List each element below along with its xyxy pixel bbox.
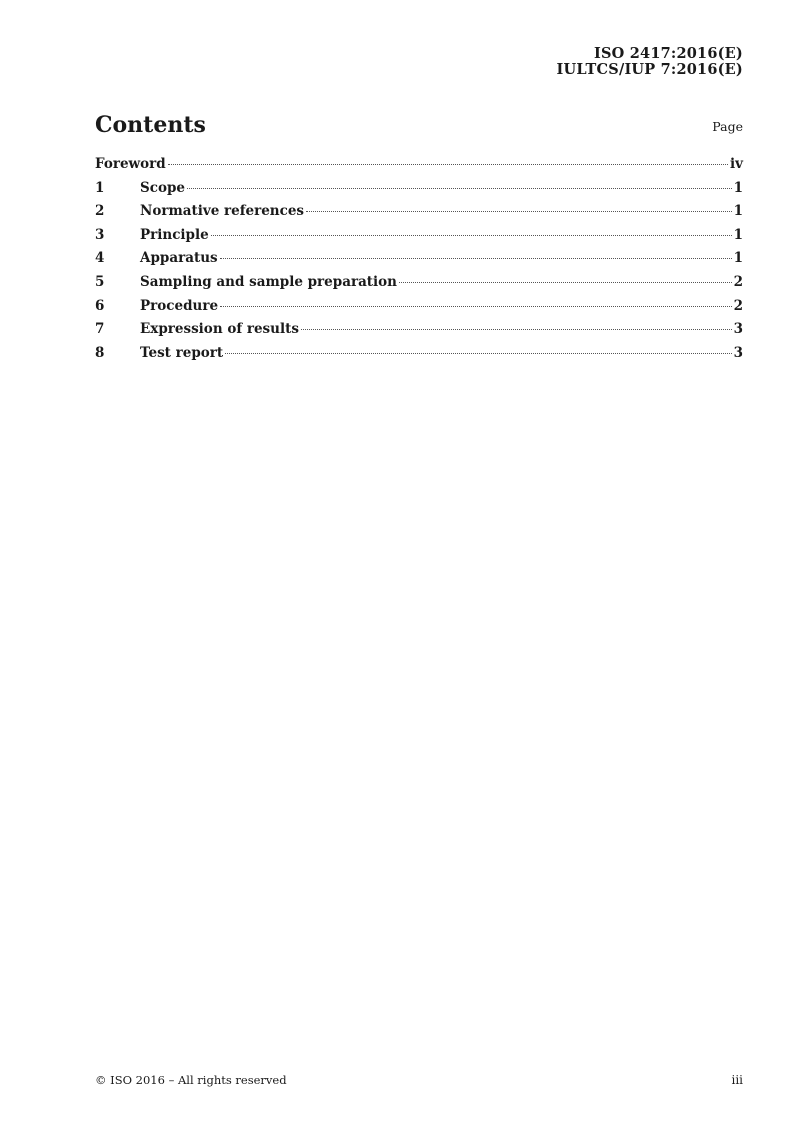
standard-id-iultcs: IULTCS/IUP 7:2016(E) [556, 61, 743, 78]
toc-leader-dots [306, 211, 732, 212]
toc-entry-number: 4 [95, 250, 105, 267]
toc-entry-title: Foreword [95, 156, 166, 172]
page-number: iii [731, 1073, 743, 1087]
copyright-notice: © ISO 2016 – All rights reserved [95, 1073, 287, 1087]
toc-leader-dots [399, 282, 732, 283]
contents-heading: Contents [95, 112, 206, 138]
toc-entry-title: Normative references [140, 203, 305, 220]
toc-entry-page: iv [730, 156, 743, 172]
toc-entry-number: 7 [95, 321, 105, 338]
toc-entry-title: Procedure [140, 297, 219, 314]
document-identifier [557, 46, 744, 78]
toc-entry-principle[interactable] [95, 224, 743, 248]
toc-entry-page: 1 [733, 250, 743, 267]
toc-entry-page: 1 [733, 179, 743, 196]
toc-entry-number: 2 [95, 203, 105, 220]
toc-leader-dots [220, 306, 732, 307]
toc-entry-page: 3 [733, 344, 743, 361]
toc-leader-dots [301, 329, 732, 330]
toc-leader-dots [187, 188, 732, 189]
toc-entry-page: 2 [733, 273, 743, 290]
toc-entry-number: 6 [95, 297, 105, 314]
toc-entry-number: 1 [95, 179, 105, 196]
toc-entry-page: 1 [733, 226, 743, 243]
toc-entry-page: 3 [733, 321, 743, 338]
toc-entry-title: Test report [140, 344, 224, 361]
toc-entry-title: Apparatus [140, 250, 218, 267]
toc-entry-number: 5 [95, 273, 105, 290]
toc-entry-test-report[interactable] [95, 342, 743, 366]
toc-entry-title: Principle [140, 226, 209, 243]
standard-id-iso: ISO 2417:2016(E) [594, 45, 743, 62]
toc-leader-dots [225, 353, 731, 354]
page-column-label: Page [712, 119, 743, 134]
toc-entry-normative-references[interactable] [95, 200, 743, 224]
toc-entry-title: Expression of results [140, 321, 299, 338]
table-of-contents [95, 153, 743, 365]
toc-leader-dots [211, 235, 732, 236]
toc-entry-number: 3 [95, 226, 105, 243]
toc-entry-procedure[interactable] [95, 295, 743, 319]
toc-entry-title: Scope [140, 179, 186, 196]
toc-leader-dots [168, 164, 728, 165]
toc-entry-scope[interactable] [95, 177, 743, 201]
toc-entry-sampling[interactable] [95, 271, 743, 295]
toc-entry-title: Sampling and sample preparation [140, 273, 397, 290]
toc-entry-page: 2 [733, 297, 743, 314]
toc-entry-foreword[interactable] [95, 153, 743, 177]
toc-entry-apparatus[interactable] [95, 247, 743, 271]
toc-entry-expression-of-results[interactable] [95, 318, 743, 342]
toc-entry-number: 8 [95, 344, 105, 361]
toc-entry-page: 1 [733, 203, 743, 220]
toc-leader-dots [220, 258, 732, 259]
